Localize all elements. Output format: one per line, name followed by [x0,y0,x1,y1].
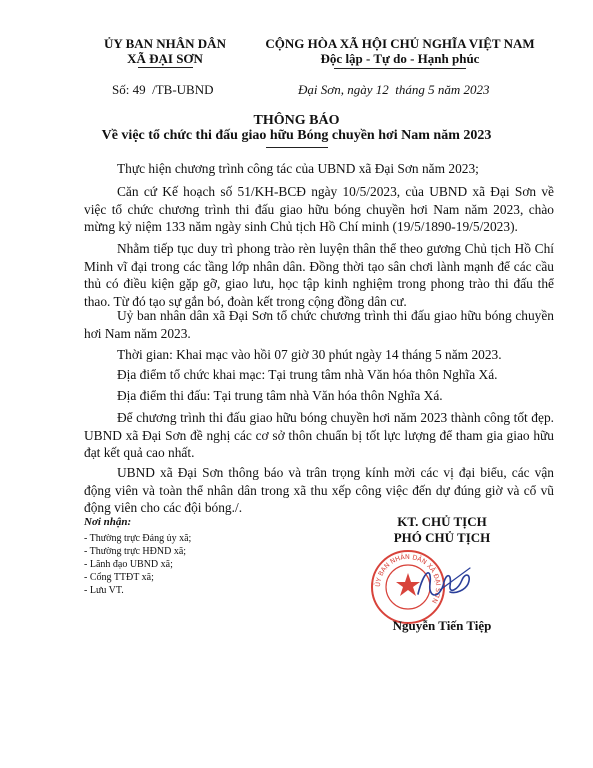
body-paragraph-1: Thực hiện chương trình công tác của UBND xã Đại Sơn năm 2023; [117,161,479,176]
issuing-org-line1: ỦY BAN NHÂN DÂN [104,36,226,51]
recipient-item: - Cổng TTĐT xã; [84,572,154,583]
document-subtitle: Về việc tổ chức thi đấu giao hữu Bóng chuyền hơi Nam năm 2023 [101,128,492,143]
body-paragraph-4: Uỷ ban nhân dân xã Đại Sơn tổ chức chương trình thi đấu giao hữu bóng chuyền hơi Nam năm 2023. [84,308,554,341]
recipient-item: - Thường trực HĐND xã; [84,546,187,557]
national-motto: Độc lập - Tự do - Hạnh phúc [320,51,480,66]
handwritten-signature [410,560,480,604]
document-date: Đại Sơn, ngày 12 tháng 5 năm 2023 [298,82,490,97]
signature-title: PHÓ CHỦ TỊCH [393,530,491,545]
subtitle-underline-divider [266,147,328,148]
document-title: THÔNG BÁO [253,113,340,128]
recipients-title: Nơi nhận: [84,516,132,528]
recipient-item: - Lưu VT. [84,585,124,596]
org-underline-divider [138,67,193,68]
body-paragraph-5: Thời gian: Khai mạc vào hồi 07 giờ 30 phút ngày 14 tháng 5 năm 2023. [117,347,502,362]
body-paragraph-3: Nhằm tiếp tục duy trì phong trào rèn luyện thân thể theo gương Chủ tịch Hồ Chí Minh vĩ đại trong các tầng lớp nhân dân. Đồng thời tạo sân chơi lành mạnh để các cầu thủ có điều kiện gặp gỡ, giao lưu, học tập kinh nghiệm trong phong trào thi đấu thể thao. Từ đó tạo sự gắn bó, đoàn kết trong cộng đồng dân cư. [84,241,554,309]
national-title: CỘNG HÒA XÃ HỘI CHỦ NGHĨA VIỆT NAM [265,36,535,51]
signer-name: Nguyễn Tiến Tiệp [392,618,492,633]
signature-authority: KT. CHỦ TỊCH [397,514,487,529]
motto-underline-divider [334,68,466,69]
document-number: Số: 49 /TB-UBND [112,82,214,97]
body-paragraph-9: UBND xã Đại Sơn thông báo và trân trọng kính mời các vị đại biểu, các vận động viên và toàn thể nhân dân trong xã thu xếp công việc đến dự đúng giờ và cổ vũ động viên cho các đội bóng./. [84,465,554,515]
recipient-item: - Thường trực Đảng ủy xã; [84,533,192,544]
recipient-item: - Lãnh đạo UBND xã; [84,559,173,570]
issuing-org-line2: XÃ ĐẠI SƠN [127,51,203,66]
body-paragraph-8: Để chương trình thi đấu giao hữu bóng chuyền hơi năm 2023 thành công tốt đẹp. UBND xã Đại Sơn đề nghị các cơ sở thôn chuẩn bị tốt lực lượng để tham gia giao hữu đạt kết quả cao nhất. [84,410,554,460]
body-paragraph-7: Địa điểm thi đấu: Tại trung tâm nhà Văn hóa thôn Nghĩa Xá. [117,388,443,403]
body-paragraph-2: Căn cứ Kế hoạch số 51/KH-BCĐ ngày 10/5/2023, của UBND xã Đại Sơn về việc tổ chức chương trình thi đấu giao hữu bóng chuyền hơi Nam năm 2023, chào mừng kỷ niệm 133 năm ngày sinh Chủ tịch Hồ Chí minh (19/5/1890-19/5/2023). [84,184,554,234]
seal-text: ỦY BAN NHÂN DÂN XÃ ĐẠI SƠN [373,552,443,605]
body-paragraph-6: Địa điểm tổ chức khai mạc: Tại trung tâm nhà Văn hóa thôn Nghĩa Xá. [117,367,498,382]
